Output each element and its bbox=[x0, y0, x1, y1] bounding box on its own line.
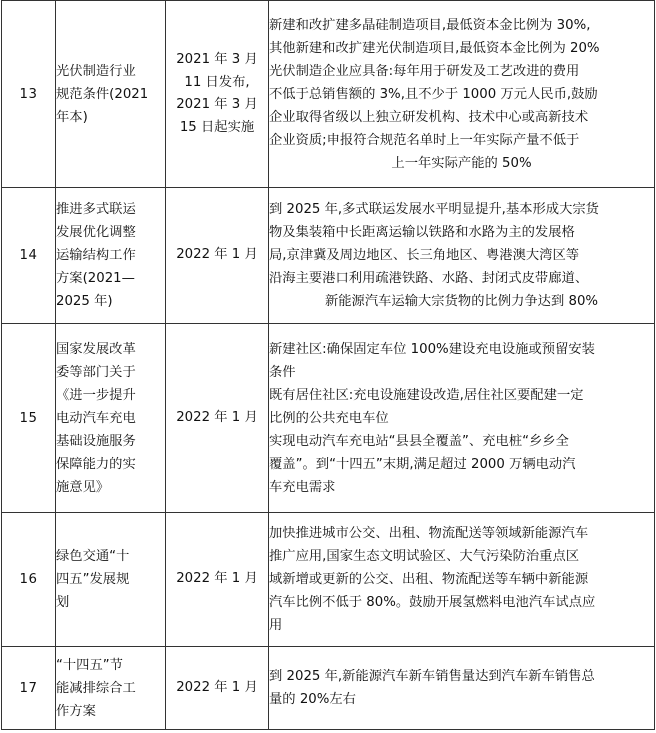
policy-name-line: 发展优化调整 bbox=[56, 225, 136, 240]
policy-date-line: 2022 年 1 月 bbox=[176, 409, 258, 425]
row-number: 13 bbox=[2, 1, 56, 188]
policy-content-line: 用 bbox=[269, 618, 283, 633]
table-row bbox=[2, 513, 655, 647]
row-number: 14 bbox=[2, 188, 56, 324]
policy-content-line: 加快推进城市公交、出租、物流配送等领域新能源汽车 bbox=[269, 526, 589, 541]
policy-content bbox=[269, 513, 655, 647]
policy-content-line: 上一年实际产能的 50% bbox=[391, 155, 532, 171]
policy-content-line: 局,京津冀及周边地区、长三角地区、粤港澳大湾区等 bbox=[269, 248, 580, 263]
policy-content-line: 覆盖”。到“十四五”末期,满足超过 2000 万辆电动汽 bbox=[269, 456, 576, 472]
policy-name-line: 年本) bbox=[56, 109, 88, 125]
policy-name-line: 作方案 bbox=[56, 703, 96, 719]
policy-content-line: 新能源汽车运输大宗货物的比例力争达到 80% bbox=[324, 294, 599, 309]
policy-date-line: 2022 年 1 月 bbox=[176, 247, 258, 263]
policy-content-line: 光伏制造企业应具备:每年用于研发及工艺改进的费用 bbox=[269, 63, 580, 79]
policy-date bbox=[166, 188, 269, 324]
policy-content-line: 推广应用,国家生态文明试验区、大气污染防治重点区 bbox=[269, 549, 580, 564]
policy-name-line: 2025 年) bbox=[56, 294, 113, 309]
policy-content-line: 沿海主要港口利用疏港铁路、水路、封闭式皮带廊道、 bbox=[269, 271, 589, 286]
table-row bbox=[2, 1, 655, 188]
policy-content-line: 企业资质;申报符合规范名单时上一年实际产量不低于 bbox=[269, 132, 580, 148]
policy-name-line: 划 bbox=[56, 595, 70, 610]
row-number: 16 bbox=[2, 513, 56, 647]
policy-content-line: 其他新建和改扩建光伏制造项目,最低资本金比例为 20% bbox=[269, 40, 600, 56]
policy-content-line: 实现电动汽车充电站“县县全覆盖”、充电桩“乡乡全 bbox=[269, 433, 569, 449]
policy-content-line: 汽车比例不低于 80%。鼓励开展氢燃料电池汽车试点应 bbox=[269, 595, 596, 610]
policy-date-line: 2021 年 3 月 bbox=[176, 52, 258, 67]
policy-name-line: 委等部门关于 bbox=[56, 364, 136, 380]
row-number: 17 bbox=[2, 647, 56, 730]
policy-content bbox=[269, 324, 655, 513]
policy-date bbox=[166, 513, 269, 647]
policy-content bbox=[269, 1, 655, 188]
policy-date-line: 2021 年 3 月 bbox=[176, 97, 258, 112]
policy-date bbox=[166, 647, 269, 730]
policy-content-line: 新建社区:确保固定车位 100%建设充电设施或预留安装 bbox=[269, 341, 595, 357]
policy-date-line: 2022 年 1 月 bbox=[176, 679, 258, 695]
policy-content-line: 不低于总销售额的 3%,且不少于 1000 万元人民币,鼓励 bbox=[269, 86, 598, 102]
policy-name-line: 推进多式联运 bbox=[56, 202, 136, 217]
policy-date-line: 11 日发布, bbox=[184, 74, 250, 90]
policy-date bbox=[166, 1, 269, 188]
policy-content-line: 条件 bbox=[269, 364, 296, 380]
row-number: 15 bbox=[2, 324, 56, 513]
policy-content-line: 到 2025 年,新能源汽车新车销售量达到汽车新车销售总 bbox=[269, 669, 595, 684]
policy-date-line: 2022 年 1 月 bbox=[176, 571, 258, 587]
policy-name-line: 四五”发展规 bbox=[56, 572, 130, 587]
table-row bbox=[2, 647, 655, 730]
policy-content-line: 到 2025 年,多式联运发展水平明显提升,基本形成大宗货 bbox=[269, 202, 599, 217]
policy-name-line: 方案(2021— bbox=[56, 271, 135, 286]
policy-name-line: 国家发展改革 bbox=[56, 341, 136, 357]
policy-name bbox=[56, 324, 166, 513]
policy-name-line: 电动汽车充电 bbox=[56, 410, 136, 426]
table-row bbox=[2, 324, 655, 513]
policy-content-line: 量的 20%左右 bbox=[269, 692, 356, 707]
policy-name-line: 光伏制造行业 bbox=[56, 63, 136, 79]
policy-name bbox=[56, 1, 166, 188]
policy-date-line: 15 日起实施 bbox=[179, 119, 255, 135]
policy-content-line: 比例的公共充电车位 bbox=[269, 410, 389, 426]
policy-name-line: 保障能力的实 bbox=[56, 456, 136, 472]
policy-content bbox=[269, 188, 655, 324]
policy-date bbox=[166, 324, 269, 513]
policy-table bbox=[1, 0, 655, 730]
policy-content-line: 域新增或更新的公交、出租、物流配送等车辆中新能源 bbox=[269, 572, 589, 587]
policy-name bbox=[56, 647, 166, 730]
policy-name-line: 运输结构工作 bbox=[56, 248, 136, 263]
policy-name-line: 施意见》 bbox=[56, 479, 110, 495]
policy-name-line: 规范条件(2021 bbox=[56, 86, 149, 102]
policy-content bbox=[269, 647, 655, 730]
policy-name-line: “十四五”节 bbox=[56, 657, 123, 673]
policy-content-line: 车充电需求 bbox=[269, 479, 336, 495]
policy-content-line: 物及集装箱中长距离运输以铁路和水路为主的发展格 bbox=[269, 225, 575, 240]
table-row bbox=[2, 188, 655, 324]
policy-content-line: 企业取得省级以上独立研发机构、技术中心或高新技术 bbox=[269, 109, 589, 125]
policy-content-line: 既有居住社区:充电设施建设改造,居住社区要配建一定 bbox=[269, 387, 584, 403]
policy-name-line: 《进一步提升 bbox=[56, 387, 136, 403]
policy-name-line: 能减排综合工 bbox=[56, 680, 136, 696]
policy-content-line: 新建和改扩建多晶硅制造项目,最低资本金比例为 30%, bbox=[269, 17, 591, 33]
policy-name-line: 基础设施服务 bbox=[56, 433, 136, 449]
policy-name bbox=[56, 188, 166, 324]
policy-name bbox=[56, 513, 166, 647]
policy-name-line: 绿色交通“十 bbox=[56, 549, 130, 564]
